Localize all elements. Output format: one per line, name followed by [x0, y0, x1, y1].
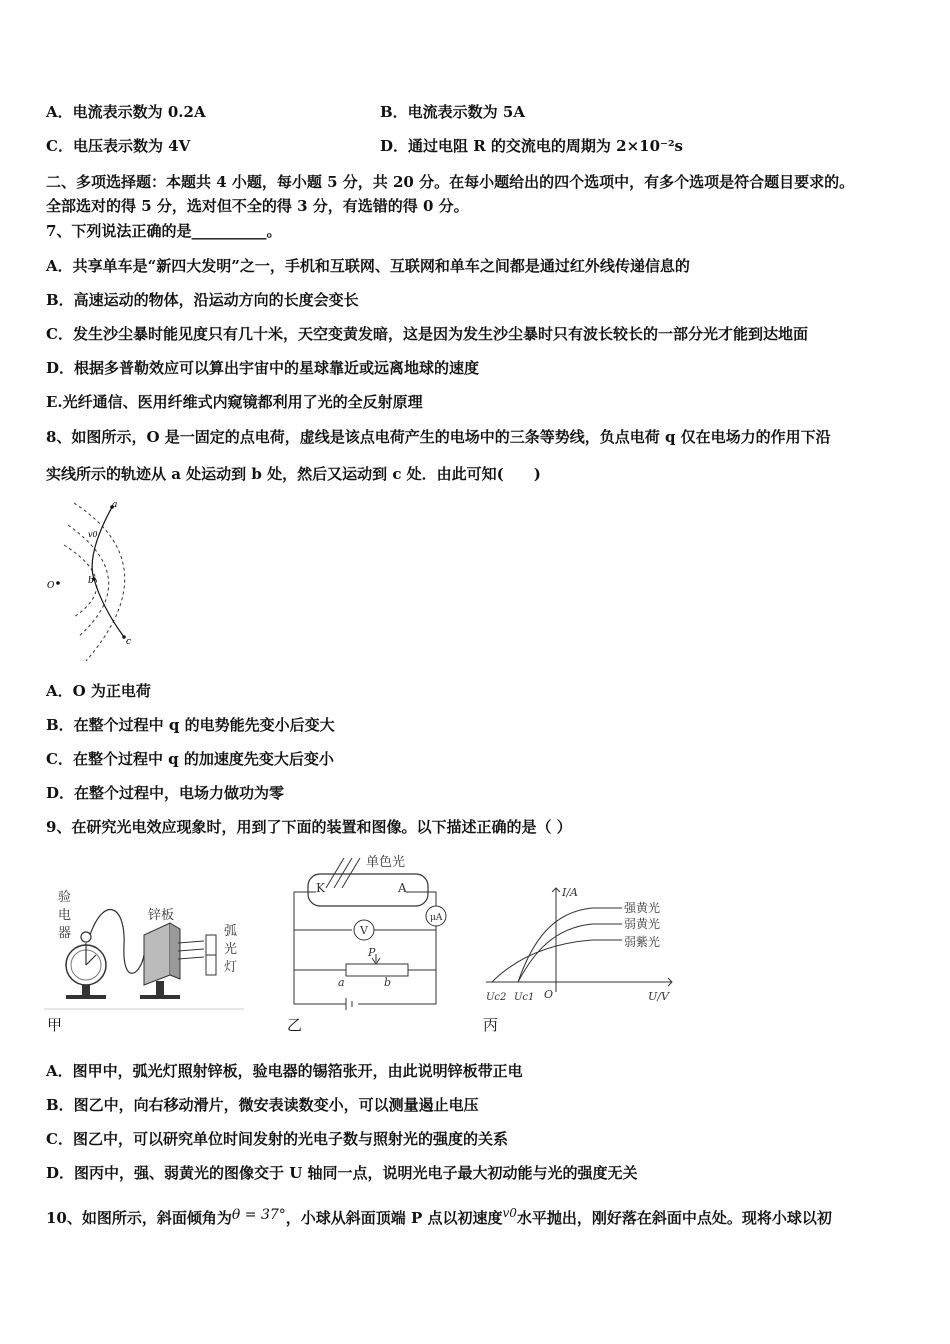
legend-weak-yellow: 弱黄光: [624, 917, 661, 931]
zinc-plate-icon: [144, 923, 170, 985]
q9-figure-jia: [44, 885, 244, 1013]
q9-figure-yi: [286, 852, 461, 1012]
q9-stem: 9、在研究光电效应现象时，用到了下面的装置和图像。以下描述正确的是（ ）: [46, 818, 572, 836]
phototube-icon: [308, 874, 428, 906]
q9-figure-bing: [482, 882, 682, 1006]
q7-option-c: C．发生沙尘暴时能见度只有几十米，天空变黄发暗，这是因为发生沙尘暴时只有波长较长的一部分光才能到达地面: [46, 325, 808, 343]
curve-weak-yellow: [518, 924, 622, 982]
electroscope-label-2: 电: [58, 908, 72, 923]
point-charge-o: [56, 581, 60, 585]
label-b: b: [88, 576, 94, 586]
q8-stem-line2: 实线所示的轨迹从 a 处运动到 b 处，然后又运动到 c 处．由此可知( ): [46, 465, 541, 483]
electroscope-label-3: 器: [58, 926, 72, 941]
q8-field-figure: [44, 495, 159, 667]
legend-weak-violet: 弱紫光: [624, 935, 661, 949]
q9-option-d: D．图丙中，强、弱黄光的图像交于 U 轴同一点，说明光电子最大初动能与光的强度无关: [46, 1164, 638, 1182]
q6-option-d: D．通过电阻 R 的交流电的周期为 2×10⁻²s: [380, 137, 683, 155]
q8-option-d: D．在整个过程中，电场力做功为零: [46, 784, 285, 802]
fig-yi-caption: 乙: [287, 1016, 303, 1034]
label-o: O: [47, 581, 55, 591]
q10-part2: ，小球从斜面顶端 P 点以初速度: [285, 1209, 503, 1227]
origin-label: O: [544, 988, 554, 1001]
q9-option-a: A．图甲中，弧光灯照射锌板，验电器的锡箔张开，由此说明锌板带正电: [46, 1062, 523, 1080]
q7-stem: 7、下列说法正确的是__________。: [46, 222, 282, 240]
label-c: c: [126, 637, 132, 647]
q8-option-b: B．在整个过程中 q 的电势能先变小后变大: [46, 716, 335, 734]
microammeter-label: μA: [430, 913, 443, 923]
slider-p-label: P: [368, 946, 376, 959]
anode-a-label: A: [398, 881, 407, 895]
fig-jia-caption: 甲: [47, 1016, 63, 1034]
q8-stem-line1: 8、如图所示，O 是一固定的点电荷，虚线是该点电荷产生的电场中的三条等势线，负点电荷 q 仅在电场力的作用下沿: [46, 428, 831, 446]
curve-strong-yellow: [518, 908, 622, 982]
q7-option-a: A．共享单车是“新四大发明”之一，手机和互联网、互联网和单车之间都是通过红外线传递信息的: [46, 257, 690, 275]
label-v0: v0: [88, 530, 98, 539]
mono-light-label: 单色光: [366, 855, 406, 870]
curve-weak-violet: [492, 940, 622, 982]
q10-stem: [46, 1208, 832, 1229]
lamp-label-1: 弧: [224, 924, 238, 939]
q10-theta: θ = 37°: [231, 1207, 286, 1223]
q7-option-d: D．根据多普勒效应可以算出宇宙中的星球靠近或远离地球的速度: [46, 359, 480, 377]
trajectory: [92, 507, 124, 637]
lamp-label-2: 光: [224, 942, 238, 957]
q8-option-a: A．O 为正电荷: [46, 682, 151, 700]
zinc-plate-label: 锌板: [148, 908, 175, 923]
equipotential-outer: [74, 503, 125, 661]
q10-v0: v0: [502, 1206, 517, 1220]
cathode-k-label: K: [316, 881, 325, 895]
x-axis-label: U/V: [648, 990, 669, 1003]
uc2-label: Uc2: [486, 992, 507, 1003]
label-a: a: [112, 500, 118, 510]
uc1-label: Uc1: [514, 992, 535, 1003]
point-b-label: b: [384, 976, 392, 989]
q6-option-a: A．电流表示数为 0.2A: [46, 103, 206, 121]
fig-bing-caption: 丙: [483, 1016, 499, 1034]
section2-line2: 全部选对的得 5 分，选对但不全的得 3 分，有选错的得 0 分。: [46, 197, 469, 215]
legend-strong-yellow: 强黄光: [624, 901, 661, 915]
section2-line1: 二、多项选择题：本题共 4 小题，每小题 5 分，共 20 分。在每小题给出的四个选项中，有多个选项是符合题目要求的。: [46, 173, 855, 191]
point-a-label: a: [338, 976, 345, 989]
q6-option-b: B．电流表示数为 5A: [380, 103, 525, 121]
q8-option-c: C．在整个过程中 q 的加速度先变大后变小: [46, 750, 334, 768]
q7-option-e: E.光纤通信、医用纤维式内窥镜都利用了光的全反射原理: [46, 393, 423, 411]
voltmeter-label: V: [360, 924, 368, 937]
q9-option-b: B．图乙中，向右移动滑片，微安表读数变小，可以测量遏止电压: [46, 1096, 479, 1114]
q7-option-b: B．高速运动的物体，沿运动方向的长度会变长: [46, 291, 359, 309]
y-axis-label: I/A: [562, 886, 578, 899]
q6-option-c: C．电压表示数为 4V: [46, 137, 191, 155]
lamp-label-3: 灯: [224, 960, 238, 975]
q9-option-c: C．图乙中，可以研究单位时间发射的光电子数与照射光的强度的关系: [46, 1130, 508, 1148]
q10-part1: 10、如图所示，斜面倾角为: [46, 1209, 232, 1227]
rheostat-icon: [346, 964, 408, 976]
electroscope-label-1: 验: [58, 890, 72, 905]
q10-part3: 水平抛出，刚好落在斜面中点处。现将小球以初: [516, 1209, 832, 1227]
